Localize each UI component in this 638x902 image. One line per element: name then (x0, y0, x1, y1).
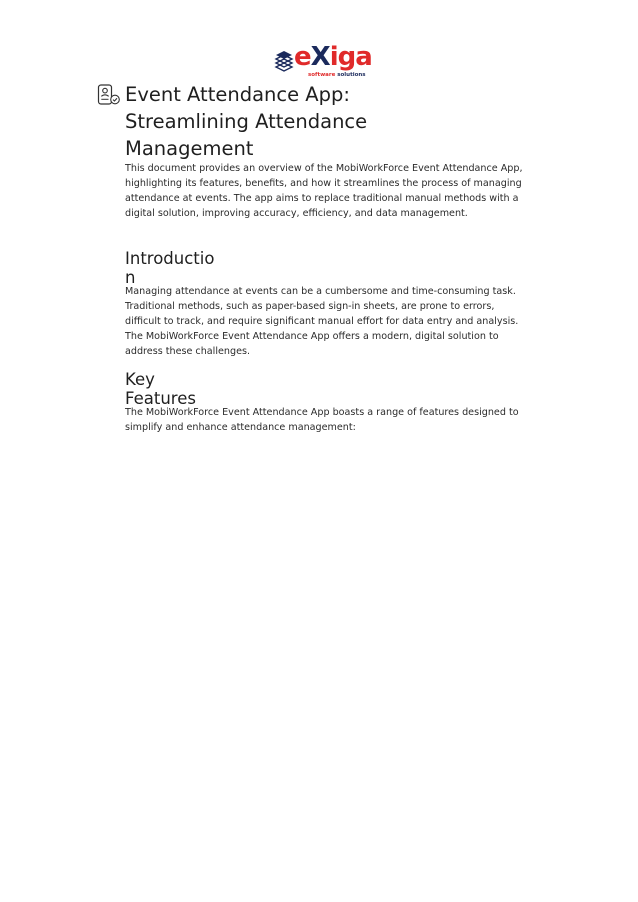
brand-x: X (310, 42, 330, 72)
stacked-layers-icon (274, 48, 294, 74)
brand-tagline (308, 72, 366, 79)
tagline-solutions: solutions (337, 72, 366, 78)
document-user-check-icon (97, 84, 121, 106)
brand-wordmark (294, 42, 372, 72)
section-heading-key-features: Key Features (125, 370, 196, 408)
section-body-key-features: The MobiWorkForce Event Attendance App boasts a range of features designed to simplify and enhance attendance management: (125, 407, 519, 433)
section-heading-introduction: Introduction (125, 249, 215, 287)
brand-suffix: iga (329, 42, 372, 72)
brand-prefix: e (294, 42, 311, 72)
page-title: Event Attendance App: Streamlining Attendance Management (125, 83, 368, 160)
tagline-software: software (308, 72, 336, 78)
brand-logo (274, 44, 374, 80)
intro-paragraph: This document provides an overview of the MobiWorkForce Event Attendance App, highlighting its features, benefits, and how it streamlines the process of managing attendance at events. The app aims to replace traditional manual methods with a digital solution, improving accuracy, efficiency, and data management. (125, 163, 523, 219)
section-body-introduction: Managing attendance at events can be a cumbersome and time-consuming task. Traditional methods, such as paper-based sign-in sheets, are prone to errors, difficult to track, and require significant manual effort for data entry and analysis. The MobiWorkForce Event Attendance App offers a modern, digital solution to address these challenges. (125, 286, 519, 357)
